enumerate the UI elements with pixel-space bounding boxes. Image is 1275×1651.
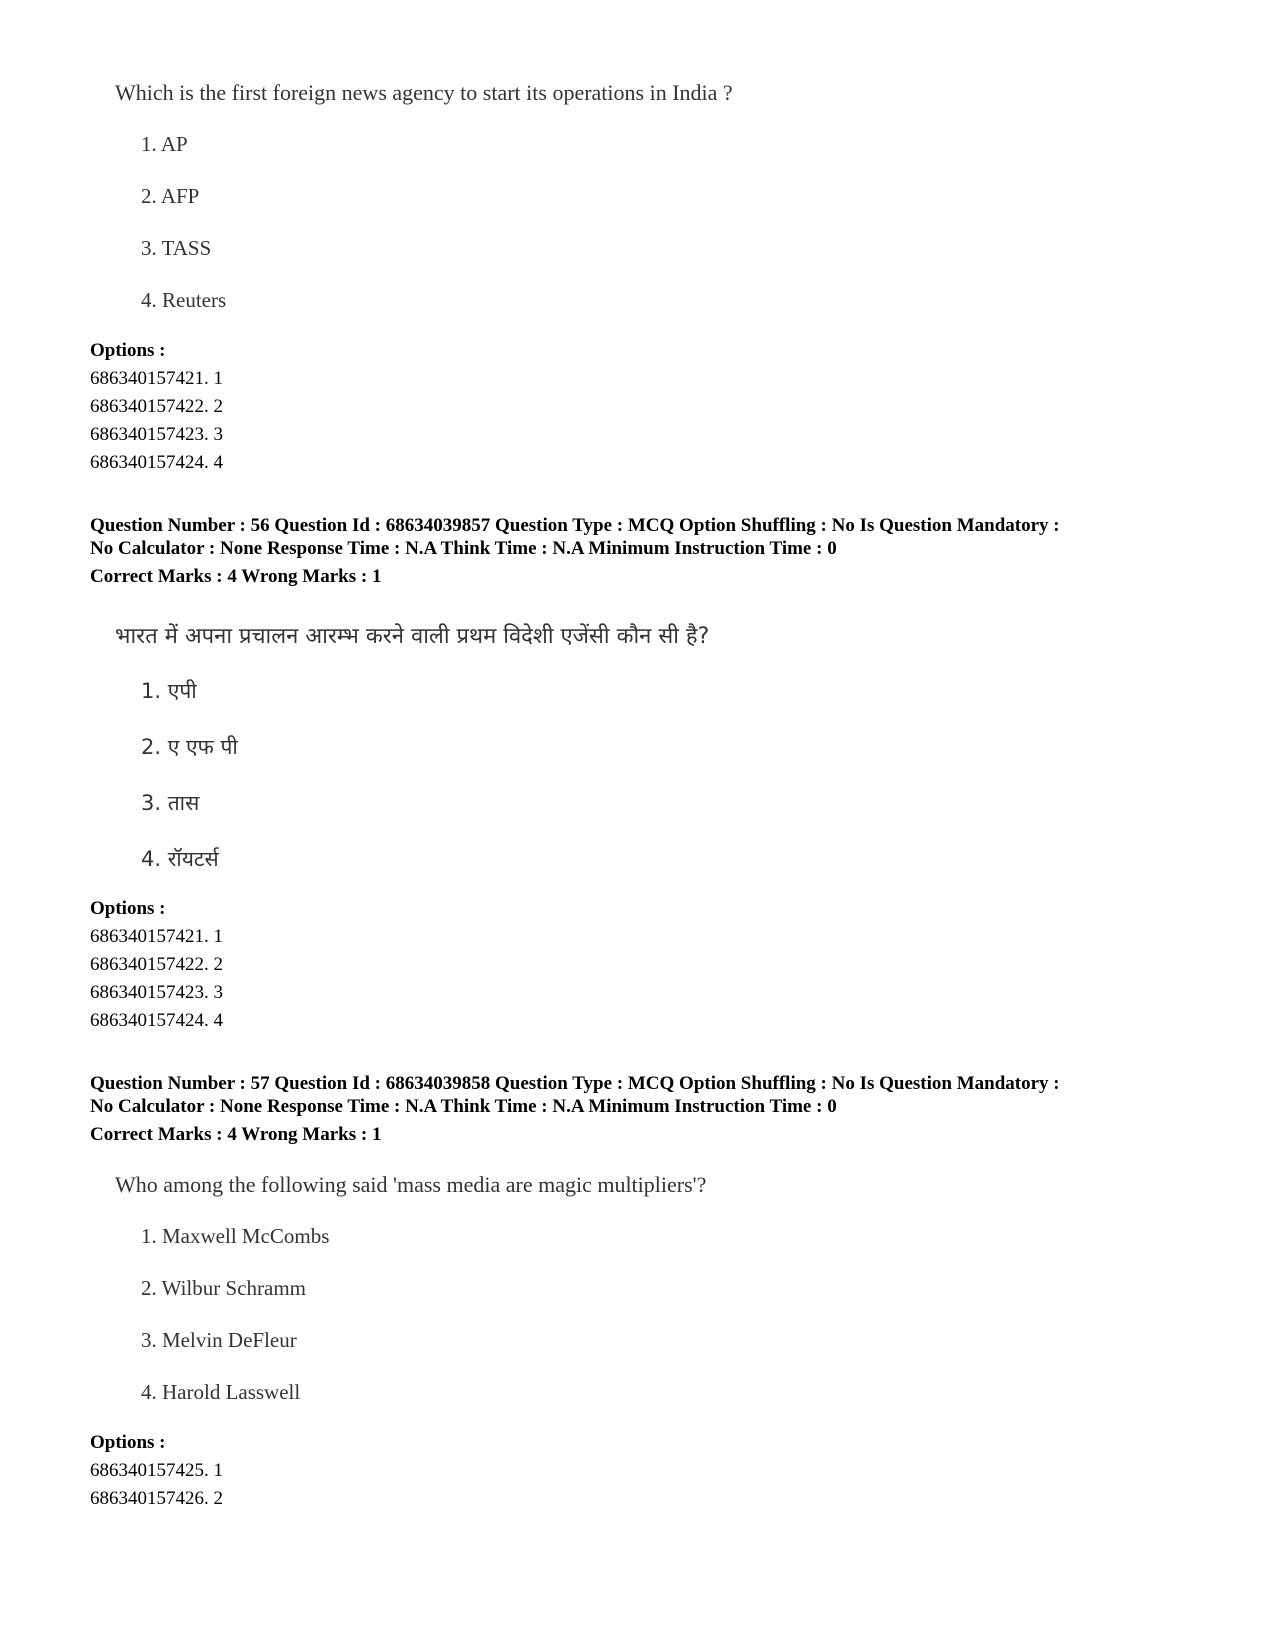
marks-line: Correct Marks : 4 Wrong Marks : 1 — [90, 1124, 382, 1145]
answer-choice-4: 4. Harold Lasswell — [141, 1380, 301, 1404]
question-text: Which is the first foreign news agency to start its operations in India ? — [115, 80, 733, 105]
options-label: Options : — [90, 340, 166, 361]
answer-choice-3: 3. तास — [141, 791, 200, 815]
answer-choice-1: 1. एपी — [141, 679, 197, 703]
question-text: Who among the following said 'mass media are magic multipliers'? — [115, 1172, 707, 1197]
option-id-row: 686340157426. 2 — [90, 1488, 223, 1509]
option-id-row: 686340157423. 3 — [90, 424, 223, 445]
question-meta-line2: No Calculator : None Response Time : N.A Think Time : N.A Minimum Instruction Time : 0 — [90, 1096, 837, 1117]
options-label: Options : — [90, 1432, 166, 1453]
option-id-row: 686340157422. 2 — [90, 954, 223, 975]
option-id-row: 686340157424. 4 — [90, 1010, 223, 1031]
option-id-row: 686340157423. 3 — [90, 982, 223, 1003]
option-id-row: 686340157421. 1 — [90, 926, 223, 947]
answer-choice-4: 4. रॉयटर्स — [141, 847, 219, 871]
marks-line: Correct Marks : 4 Wrong Marks : 1 — [90, 566, 382, 587]
options-label: Options : — [90, 898, 166, 919]
question-meta-line1: Question Number : 56 Question Id : 68634039857 Question Type : MCQ Option Shuffling : No Is Question Mandatory : — [90, 515, 1060, 536]
option-id-row: 686340157425. 1 — [90, 1460, 223, 1481]
option-id-row: 686340157422. 2 — [90, 396, 223, 417]
question-meta-line2: No Calculator : None Response Time : N.A Think Time : N.A Minimum Instruction Time : 0 — [90, 538, 837, 559]
question-text-hindi: भारत में अपना प्रचालन आरम्भ करने वाली प्रथम विदेशी एजेंसी कौन सी है? — [115, 624, 710, 649]
answer-choice-3: 3. TASS — [141, 236, 212, 260]
answer-choice-1: 1. Maxwell McCombs — [141, 1224, 330, 1248]
answer-choice-3: 3. Melvin DeFleur — [141, 1328, 297, 1352]
option-id-row: 686340157424. 4 — [90, 452, 223, 473]
answer-choice-2: 2. Wilbur Schramm — [141, 1276, 306, 1300]
question-meta-line1: Question Number : 57 Question Id : 68634039858 Question Type : MCQ Option Shuffling : No Is Question Mandatory : — [90, 1073, 1060, 1094]
answer-choice-2: 2. AFP — [141, 184, 200, 208]
answer-choice-2: 2. ए एफ पी — [141, 735, 238, 759]
option-id-row: 686340157421. 1 — [90, 368, 223, 389]
answer-choice-1: 1. AP — [141, 132, 188, 156]
answer-choice-4: 4. Reuters — [141, 288, 227, 312]
